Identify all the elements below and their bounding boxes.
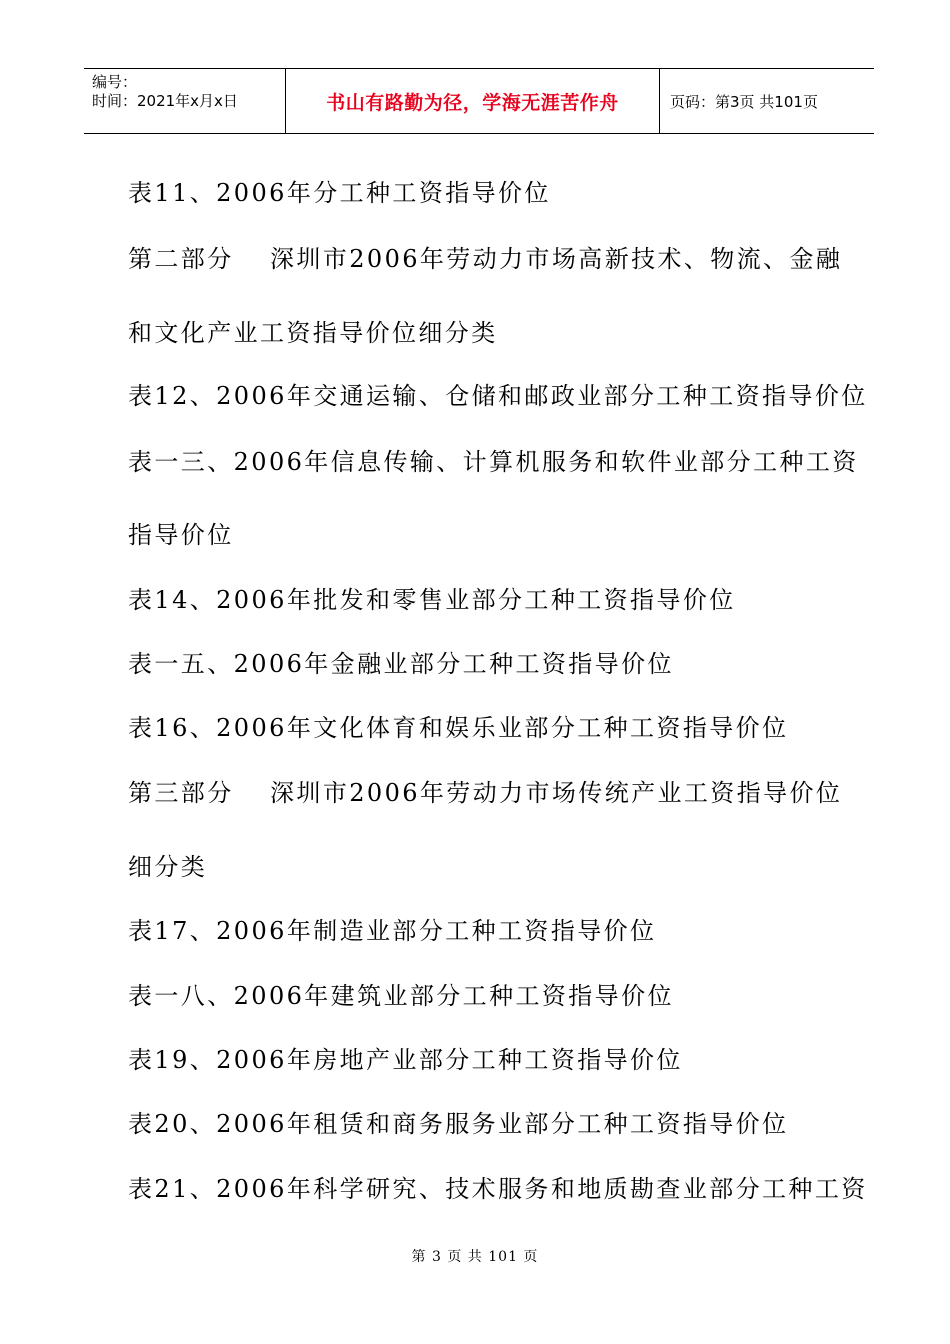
toc-line: 第二部分 深圳市2006年劳动力市场高新技术、物流、金融	[128, 245, 843, 273]
header-page-cell	[660, 69, 874, 133]
toc-line: 表20、2006年租赁和商务服务业部分工种工资指导价位	[128, 1110, 789, 1138]
motto-text: 书山有路勤为径，学海无涯苦作舟	[326, 91, 619, 114]
toc-line: 表19、2006年房地产业部分工种工资指导价位	[128, 1046, 683, 1074]
header-meta-cell	[84, 69, 286, 133]
toc-line: 表一三、2006年信息传输、计算机服务和软件业部分工种工资	[128, 448, 859, 476]
time-label: 时间：2021年x月x日	[92, 92, 238, 110]
toc-line: 表11、2006年分工种工资指导价位	[128, 179, 551, 207]
toc-line: 第三部分 深圳市2006年劳动力市场传统产业工资指导价位	[128, 779, 843, 807]
page-footer: 第 3 页 共 101 页	[411, 1249, 539, 1265]
toc-line: 表一八、2006年建筑业部分工种工资指导价位	[128, 982, 674, 1010]
toc-line: 和文化产业工资指导价位细分类	[128, 319, 498, 347]
toc-line: 表17、2006年制造业部分工种工资指导价位	[128, 917, 657, 945]
header-motto-cell	[286, 69, 660, 133]
number-label: 编号：	[92, 73, 138, 91]
document-header	[84, 68, 874, 134]
toc-line: 表21、2006年科学研究、技术服务和地质勘查业部分工种工资	[128, 1175, 868, 1203]
toc-line: 表一五、2006年金融业部分工种工资指导价位	[128, 650, 674, 678]
toc-line: 表14、2006年批发和零售业部分工种工资指导价位	[128, 586, 736, 614]
toc-line: 细分类	[128, 853, 208, 881]
page-info: 页码：第3页 共101页	[670, 92, 818, 111]
toc-line: 表16、2006年文化体育和娱乐业部分工种工资指导价位	[128, 714, 789, 742]
toc-line: 指导价位	[128, 521, 234, 549]
toc-line: 表12、2006年交通运输、仓储和邮政业部分工种工资指导价位	[128, 382, 868, 410]
